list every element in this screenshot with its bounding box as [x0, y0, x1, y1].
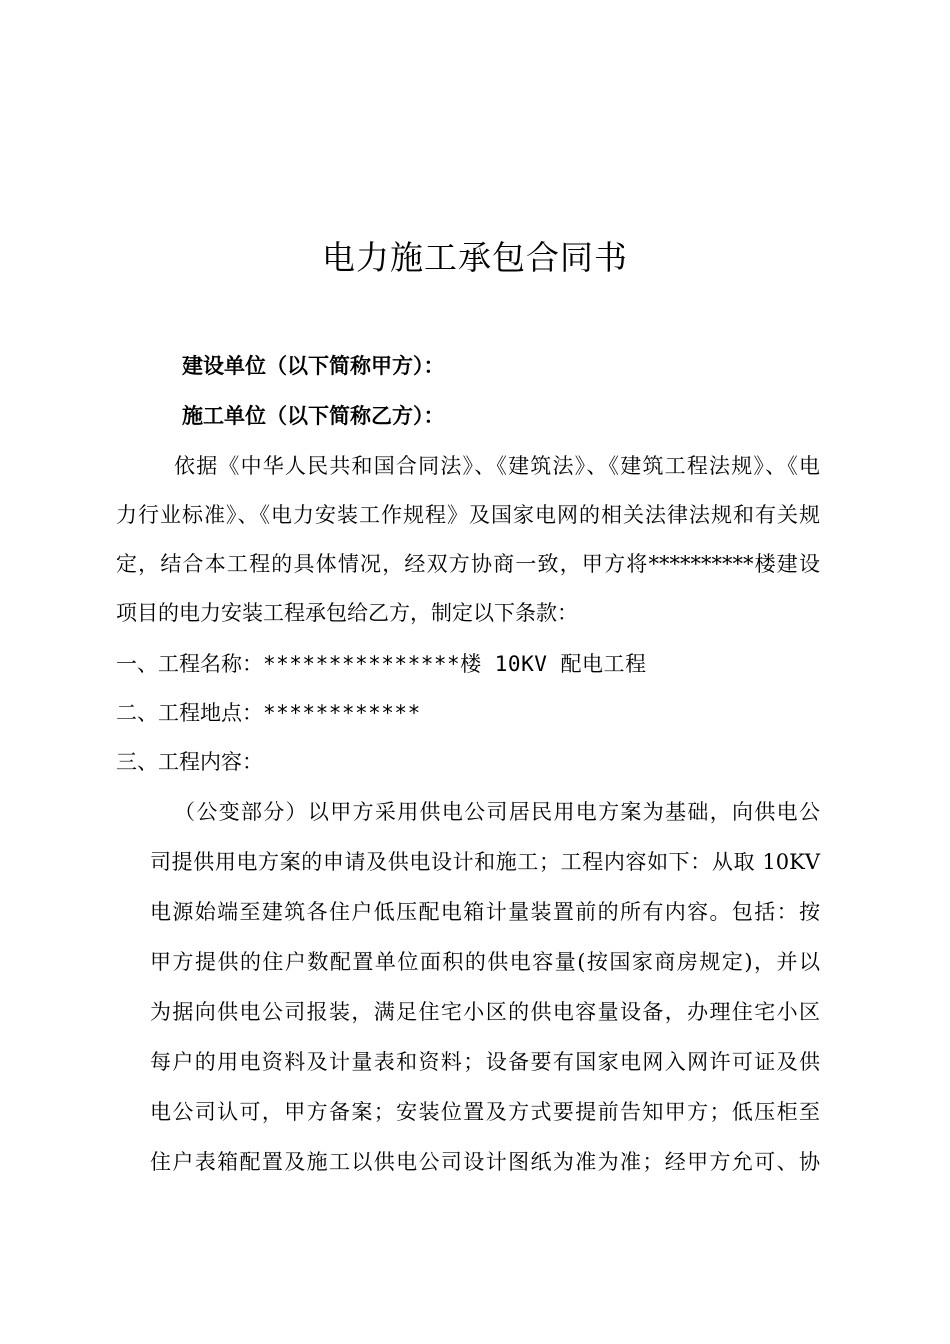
- content-line: 每户的用电资料及计量表和资料；设备要有国家电网入网许可证及供: [150, 1050, 820, 1074]
- intro-line: 项目的电力安装工程承包给乙方，制定以下条款：: [116, 601, 578, 625]
- party-a-label: 建设单位（以下简称甲方）：: [182, 354, 445, 378]
- clause-project-content: [116, 746, 263, 776]
- content-line: 电源始端至建筑各住户低压配电箱计量装置前的所有内容。包括：按: [150, 900, 820, 924]
- intro-line: 定，结合本工程的具体情况，经双方协商一致，甲方将**********楼建设: [116, 552, 820, 576]
- clause-value: ***************楼 10KV 配电工程: [263, 652, 647, 676]
- content-line: 为据向供电公司报装，满足住宅小区的供电容量设备，办理住宅小区: [150, 1000, 820, 1024]
- clause-project-name: [116, 648, 647, 678]
- clause-label: 二、工程地点：: [116, 701, 263, 725]
- clause-project-location: [116, 697, 421, 727]
- content-line: 司提供用电方案的申请及供电设计和施工；工程内容如下：从取 10KV: [150, 850, 820, 874]
- intro-line: 依据《中华人民共和国合同法》、《建筑法》、《建筑工程法规》、《电: [174, 454, 820, 478]
- intro-line: 力行业标准》、《电力安装工作规程》及国家电网的相关法律法规和有关规: [116, 503, 820, 527]
- document-title: 电力施工承包合同书: [322, 238, 628, 277]
- content-line: （公变部分）以甲方采用供电公司居民用电方案为基础，向供电公: [174, 800, 820, 824]
- clause-label: 一、工程名称：: [116, 652, 263, 676]
- clause-label: 三、工程内容：: [116, 750, 263, 774]
- content-line: 电公司认可，甲方备案；安装位置及方式要提前告知甲方；低压柜至: [150, 1100, 820, 1124]
- clause-value: ************: [263, 701, 421, 725]
- content-line: 甲方提供的住户数配置单位面积的供电容量(按国家商房规定)，并以: [150, 950, 820, 974]
- party-b-label: 施工单位（以下简称乙方）：: [182, 404, 445, 428]
- content-line: 住户表箱配置及施工以供电公司设计图纸为准为准；经甲方允可、协: [150, 1150, 820, 1174]
